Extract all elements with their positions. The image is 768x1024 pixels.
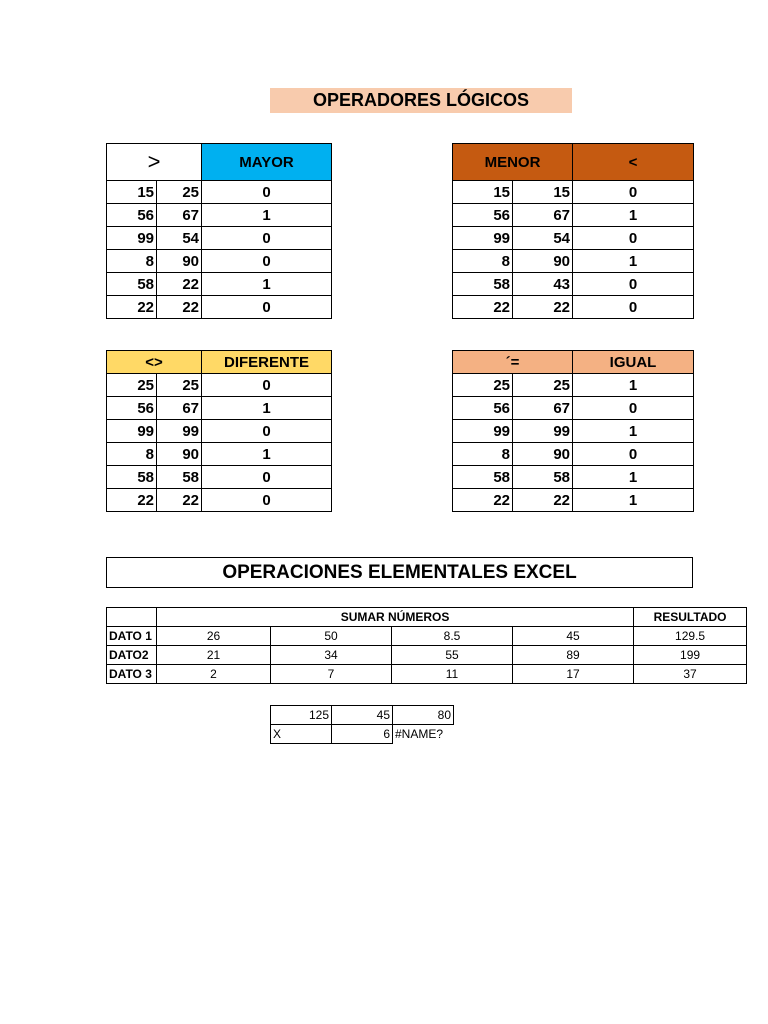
- mini-cell: X: [271, 725, 332, 744]
- table-row: [107, 227, 332, 250]
- value-cell: 17: [513, 665, 634, 684]
- value-cell: 22: [513, 489, 573, 512]
- value-cell: 58: [513, 466, 573, 489]
- diferente-label: DIFERENTE: [202, 351, 332, 374]
- igual-operator: ´=: [453, 351, 573, 374]
- row-label: DATO 1: [107, 627, 157, 646]
- value-cell: 2: [157, 665, 271, 684]
- result-cell: 0: [573, 273, 694, 296]
- value-cell: 99: [453, 420, 513, 443]
- value-cell: 25: [157, 374, 202, 397]
- table-row: [453, 466, 694, 489]
- mini-error-cell: #NAME?: [395, 727, 444, 742]
- table-row: [107, 489, 332, 512]
- diferente-operator: <>: [107, 351, 202, 374]
- value-cell: 56: [453, 204, 513, 227]
- table-row: [107, 466, 332, 489]
- value-cell: 43: [513, 273, 573, 296]
- result-cell: 1: [573, 489, 694, 512]
- operaciones-table-wrap: [106, 607, 727, 687]
- table-row: [453, 250, 694, 273]
- value-cell: 99: [107, 420, 157, 443]
- table-row: [453, 273, 694, 296]
- value-cell: 15: [107, 181, 157, 204]
- result-cell: 199: [634, 646, 747, 665]
- table-row: [453, 296, 694, 319]
- result-cell: 0: [202, 181, 332, 204]
- value-cell: 22: [157, 273, 202, 296]
- result-cell: 37: [634, 665, 747, 684]
- value-cell: 55: [392, 646, 513, 665]
- table-row: [107, 204, 332, 227]
- table-row: [453, 181, 694, 204]
- value-cell: 99: [157, 420, 202, 443]
- table-row: [107, 397, 332, 420]
- value-cell: 25: [157, 181, 202, 204]
- ops-corner: [107, 608, 157, 627]
- row-label: DATO 3: [107, 665, 157, 684]
- value-cell: 22: [157, 489, 202, 512]
- value-cell: 22: [157, 296, 202, 319]
- result-cell: 0: [573, 181, 694, 204]
- table-row: [107, 296, 332, 319]
- row-label: DATO2: [107, 646, 157, 665]
- value-cell: 54: [513, 227, 573, 250]
- table-row: [107, 627, 747, 646]
- result-cell: 0: [202, 489, 332, 512]
- value-cell: 25: [513, 374, 573, 397]
- table-row: [107, 443, 332, 466]
- menor-operator: <: [573, 144, 694, 181]
- value-cell: 22: [513, 296, 573, 319]
- mini-table: [270, 705, 454, 744]
- result-cell: 1: [202, 397, 332, 420]
- operaciones-table: [106, 607, 747, 684]
- result-cell: 1: [573, 250, 694, 273]
- mini-cell: 125: [271, 706, 332, 725]
- value-cell: 90: [513, 250, 573, 273]
- operaciones-title: OPERACIONES ELEMENTALES EXCEL: [106, 557, 693, 588]
- result-cell: 129.5: [634, 627, 747, 646]
- mini-cell: 80: [393, 706, 454, 725]
- value-cell: 56: [453, 397, 513, 420]
- result-cell: 0: [202, 296, 332, 319]
- value-cell: 25: [107, 374, 157, 397]
- result-cell: 1: [202, 204, 332, 227]
- result-cell: 0: [202, 374, 332, 397]
- value-cell: 11: [392, 665, 513, 684]
- value-cell: 15: [453, 181, 513, 204]
- value-cell: 45: [513, 627, 634, 646]
- result-cell: 0: [202, 466, 332, 489]
- result-cell: 0: [202, 250, 332, 273]
- value-cell: 58: [453, 466, 513, 489]
- value-cell: 67: [157, 397, 202, 420]
- diferente-table: [106, 350, 332, 512]
- result-cell: 1: [573, 204, 694, 227]
- value-cell: 22: [453, 296, 513, 319]
- menor-table: [452, 143, 694, 319]
- value-cell: 90: [157, 250, 202, 273]
- table-row: [453, 397, 694, 420]
- table-row: [107, 250, 332, 273]
- result-cell: 1: [573, 420, 694, 443]
- value-cell: 8: [107, 250, 157, 273]
- value-cell: 56: [107, 397, 157, 420]
- result-cell: 0: [573, 227, 694, 250]
- ops-header: SUMAR NÚMEROS: [157, 608, 634, 627]
- table-row: [107, 374, 332, 397]
- table-row: [453, 204, 694, 227]
- value-cell: 58: [157, 466, 202, 489]
- value-cell: 90: [513, 443, 573, 466]
- table-row: [453, 374, 694, 397]
- table-row: [453, 489, 694, 512]
- table-row: [107, 665, 747, 684]
- value-cell: 89: [513, 646, 634, 665]
- value-cell: 58: [107, 466, 157, 489]
- igual-table: [452, 350, 694, 512]
- table-row: [107, 646, 747, 665]
- mayor-operator: >: [107, 144, 202, 181]
- value-cell: 99: [107, 227, 157, 250]
- value-cell: 50: [271, 627, 392, 646]
- table-row: [107, 181, 332, 204]
- mini-cell: 6: [332, 725, 393, 744]
- result-cell: 0: [573, 296, 694, 319]
- table-row: [453, 443, 694, 466]
- ops-result-header: RESULTADO: [634, 608, 747, 627]
- value-cell: 90: [157, 443, 202, 466]
- result-cell: 0: [573, 443, 694, 466]
- result-cell: 0: [202, 420, 332, 443]
- value-cell: 21: [157, 646, 271, 665]
- value-cell: 56: [107, 204, 157, 227]
- value-cell: 99: [513, 420, 573, 443]
- mayor-label: MAYOR: [202, 144, 332, 181]
- value-cell: 58: [107, 273, 157, 296]
- result-cell: 1: [573, 466, 694, 489]
- value-cell: 67: [157, 204, 202, 227]
- mini-cell: 45: [332, 706, 393, 725]
- value-cell: 67: [513, 397, 573, 420]
- value-cell: 54: [157, 227, 202, 250]
- value-cell: 8: [107, 443, 157, 466]
- value-cell: 34: [271, 646, 392, 665]
- result-cell: 0: [202, 227, 332, 250]
- page-title: OPERADORES LÓGICOS: [270, 88, 572, 113]
- result-cell: 0: [573, 397, 694, 420]
- value-cell: 58: [453, 273, 513, 296]
- value-cell: 22: [107, 296, 157, 319]
- value-cell: 22: [107, 489, 157, 512]
- table-row: [453, 227, 694, 250]
- value-cell: 8: [453, 250, 513, 273]
- result-cell: 1: [202, 273, 332, 296]
- table-row: [453, 420, 694, 443]
- menor-label: MENOR: [453, 144, 573, 181]
- value-cell: 67: [513, 204, 573, 227]
- value-cell: 8.5: [392, 627, 513, 646]
- result-cell: 1: [573, 374, 694, 397]
- mayor-table: [106, 143, 332, 319]
- value-cell: 7: [271, 665, 392, 684]
- value-cell: 25: [453, 374, 513, 397]
- value-cell: 22: [453, 489, 513, 512]
- value-cell: 8: [453, 443, 513, 466]
- table-row: [107, 420, 332, 443]
- value-cell: 26: [157, 627, 271, 646]
- value-cell: 99: [453, 227, 513, 250]
- igual-label: IGUAL: [573, 351, 694, 374]
- value-cell: 15: [513, 181, 573, 204]
- result-cell: 1: [202, 443, 332, 466]
- table-row: [107, 273, 332, 296]
